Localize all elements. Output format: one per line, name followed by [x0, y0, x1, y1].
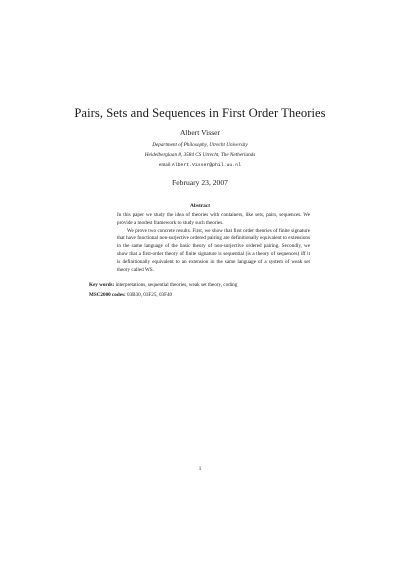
msc-codes-line: [89, 292, 319, 298]
affiliation-address: Heidelberglaan 8, 3584 CS Utrecht, The Netherlands: [144, 152, 256, 158]
page-number: 1: [198, 466, 202, 472]
abstract-paragraph-2: We prove two concrete results. First, we show that first order theories of finite signature that have functional non-surjective ordered pairing are definitionally equivalent to extensions in the same language of the basic theory of non-surjective ordered pairing. Secondly, we show that a first-order theory of finite signature is sequential (is a theory of sequences) iff it is definitionally equivalent to an extension in the same language of a system of weak set theory called WS.: [117, 227, 310, 273]
paper-title: Pairs, Sets and Sequences in First Order Theories: [74, 106, 326, 120]
email-label: email: [159, 162, 171, 168]
author-email: [0, 162, 400, 168]
keywords-text: interpretations, sequential theories, weak set theory, coding: [115, 282, 238, 288]
keywords-label: Key words:: [89, 282, 115, 288]
abstract-body: [117, 212, 310, 274]
keywords-line: [89, 282, 319, 288]
abstract-paragraph-1: In this paper we study the idea of theories with containers, like sets, pairs, sequences. We provide a modest framework to study such theories.: [117, 212, 310, 226]
msc-label: MSC2000 codes:: [89, 292, 126, 298]
affiliation-department: Department of Philosophy, Utrecht University: [152, 142, 248, 148]
author-name: Albert Visser: [179, 128, 221, 137]
abstract-heading: Abstract: [189, 203, 211, 209]
msc-codes: 03B30, 03F25, 03F40: [127, 292, 173, 298]
paper-date: February 23, 2007: [172, 178, 228, 187]
email-address[interactable]: Albert.Visser@phil.uu.nl: [171, 163, 241, 168]
